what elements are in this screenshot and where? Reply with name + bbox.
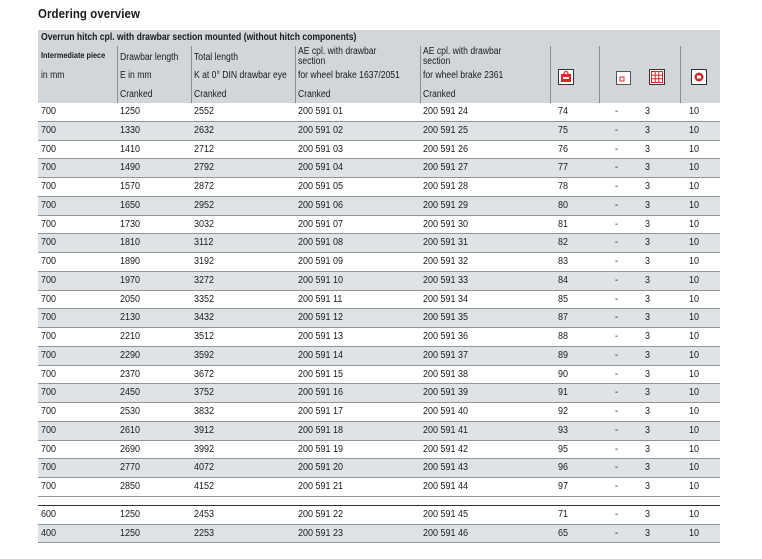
cell-qty-package: 10 xyxy=(689,106,700,117)
cell-qty-box: 3 xyxy=(645,293,651,305)
cell-ae-2361: 200 591 26 xyxy=(423,143,469,155)
cell-ae-1637: 200 591 07 xyxy=(298,218,344,230)
cell-dash: - xyxy=(615,143,619,155)
cell-drawbar-length: 2290 xyxy=(120,349,141,361)
cell-intermediate-piece: 700 xyxy=(41,349,57,361)
cell-total-length: 2632 xyxy=(194,124,215,136)
cell-intermediate-piece: 700 xyxy=(41,312,57,324)
cell-dash: - xyxy=(615,462,619,474)
header-label: Total length xyxy=(194,52,238,63)
header-label: AE cpl. with drawbar xyxy=(298,46,377,57)
cell-ae-1637: 200 591 21 xyxy=(298,481,344,492)
cell-weight: 78 xyxy=(558,181,569,192)
table-row xyxy=(38,253,720,272)
header-cranked: Cranked xyxy=(423,89,456,100)
cell-ae-2361: 200 591 28 xyxy=(423,181,469,192)
cell-ae-1637: 200 591 06 xyxy=(298,199,344,211)
cell-intermediate-piece: 700 xyxy=(41,199,57,211)
cell-qty-box: 3 xyxy=(645,481,651,492)
cell-intermediate-piece: 400 xyxy=(41,527,57,539)
cell-ae-1637: 200 591 22 xyxy=(298,508,344,520)
cell-ae-1637: 200 591 14 xyxy=(298,349,344,361)
cell-ae-1637: 200 591 19 xyxy=(298,443,344,455)
table-caption: Overrun hitch cpl. with drawbar section mounted (without hitch components) xyxy=(41,32,357,43)
cell-ae-2361: 200 591 29 xyxy=(423,199,469,211)
cell-ae-2361: 200 591 41 xyxy=(423,424,469,436)
cell-dash: - xyxy=(615,424,619,436)
cell-ae-2361: 200 591 35 xyxy=(423,312,469,324)
cell-intermediate-piece: 700 xyxy=(41,237,57,249)
cell-intermediate-piece: 700 xyxy=(41,274,57,286)
cell-weight: 92 xyxy=(558,406,569,417)
cell-qty-package: 10 xyxy=(689,162,700,174)
cell-qty-package: 10 xyxy=(689,274,700,286)
cell-ae-1637: 200 591 16 xyxy=(298,387,344,399)
cell-drawbar-length: 1250 xyxy=(120,106,141,117)
cell-dash: - xyxy=(615,508,619,520)
cell-qty-package: 10 xyxy=(689,256,700,267)
header-cranked: Cranked xyxy=(194,89,227,100)
cell-qty-box: 3 xyxy=(645,349,651,361)
cell-intermediate-piece: 600 xyxy=(41,508,57,520)
cell-ae-2361: 200 591 33 xyxy=(423,274,469,286)
cell-intermediate-piece: 700 xyxy=(41,218,57,230)
cell-dash: - xyxy=(615,106,619,117)
header-drawbar-length xyxy=(117,46,191,103)
cell-ae-2361: 200 591 32 xyxy=(423,256,469,267)
cell-ae-1637: 200 591 10 xyxy=(298,274,344,286)
cell-ae-1637: 200 591 13 xyxy=(298,331,344,342)
header-intermediate-piece xyxy=(38,46,117,103)
header-unit: in mm xyxy=(41,70,65,81)
header-label: Drawbar length xyxy=(120,52,179,63)
cell-qty-package: 10 xyxy=(689,237,700,249)
cell-ae-1637: 200 591 05 xyxy=(298,181,344,192)
cell-total-length: 2552 xyxy=(194,106,215,117)
cell-ae-2361: 200 591 27 xyxy=(423,162,469,174)
cell-drawbar-length: 2050 xyxy=(120,293,141,305)
table-body-2 xyxy=(38,506,720,544)
cell-ae-1637: 200 591 18 xyxy=(298,424,344,436)
cell-total-length: 3352 xyxy=(194,293,215,305)
cell-dash: - xyxy=(615,527,619,539)
cell-intermediate-piece: 700 xyxy=(41,162,57,174)
cell-dash: - xyxy=(615,481,619,492)
table-row xyxy=(38,159,720,178)
cell-qty-package: 10 xyxy=(689,387,700,399)
table-row xyxy=(38,384,720,403)
cell-intermediate-piece: 700 xyxy=(41,462,57,474)
cell-total-length: 3992 xyxy=(194,443,215,455)
cell-drawbar-length: 2610 xyxy=(120,424,141,436)
cell-weight: 74 xyxy=(558,106,569,117)
cell-qty-box: 3 xyxy=(645,368,651,380)
cell-drawbar-length: 1970 xyxy=(120,274,141,286)
pallet-grid-icon xyxy=(649,69,665,85)
cell-weight: 91 xyxy=(558,387,569,399)
cell-total-length: 3672 xyxy=(194,368,215,380)
cell-ae-1637: 200 591 09 xyxy=(298,256,344,267)
cell-ae-2361: 200 591 43 xyxy=(423,462,469,474)
cell-qty-box: 3 xyxy=(645,331,651,342)
table-row xyxy=(38,309,720,328)
package-icon xyxy=(691,69,707,85)
cell-total-length: 3032 xyxy=(194,218,215,230)
cell-dash: - xyxy=(615,162,619,174)
cell-weight: 83 xyxy=(558,256,569,267)
cell-qty-package: 10 xyxy=(689,349,700,361)
cell-qty-box: 3 xyxy=(645,462,651,474)
cell-intermediate-piece: 700 xyxy=(41,124,57,136)
cell-qty-box: 3 xyxy=(645,143,651,155)
column-divider xyxy=(680,46,681,103)
cell-intermediate-piece: 700 xyxy=(41,293,57,305)
cell-qty-box: 3 xyxy=(645,162,651,174)
cell-dash: - xyxy=(615,349,619,361)
table-row xyxy=(38,422,720,441)
table-row xyxy=(38,178,720,197)
cell-ae-2361: 200 591 45 xyxy=(423,508,469,520)
cell-drawbar-length: 2690 xyxy=(120,443,141,455)
cell-qty-box: 3 xyxy=(645,274,651,286)
table-row xyxy=(38,103,720,122)
cell-total-length: 4072 xyxy=(194,462,215,474)
cell-weight: 89 xyxy=(558,349,569,361)
cell-qty-box: 3 xyxy=(645,443,651,455)
cell-qty-package: 10 xyxy=(689,527,700,539)
small-box-icon xyxy=(616,71,631,85)
cell-drawbar-length: 1250 xyxy=(120,527,141,539)
cell-drawbar-length: 1570 xyxy=(120,181,141,192)
cell-ae-1637: 200 591 04 xyxy=(298,162,344,174)
cell-ae-2361: 200 591 36 xyxy=(423,331,469,342)
cell-weight: 85 xyxy=(558,293,569,305)
cell-weight: 81 xyxy=(558,218,569,230)
cell-intermediate-piece: 700 xyxy=(41,481,57,492)
table-row xyxy=(38,216,720,235)
cell-qty-package: 10 xyxy=(689,143,700,155)
cell-ae-1637: 200 591 15 xyxy=(298,368,344,380)
header-cranked: Cranked xyxy=(120,89,153,100)
cell-qty-box: 3 xyxy=(645,312,651,324)
cell-total-length: 2712 xyxy=(194,143,215,155)
table-row xyxy=(38,403,720,422)
cell-weight: 88 xyxy=(558,331,569,342)
cell-ae-1637: 200 591 11 xyxy=(298,293,343,305)
cell-weight: 71 xyxy=(558,508,569,520)
cell-drawbar-length: 2210 xyxy=(120,331,141,342)
cell-ae-2361: 200 591 24 xyxy=(423,106,469,117)
cell-qty-box: 3 xyxy=(645,527,651,539)
cell-intermediate-piece: 700 xyxy=(41,106,57,117)
cell-qty-box: 3 xyxy=(645,181,651,192)
cell-qty-box: 3 xyxy=(645,199,651,211)
cell-drawbar-length: 1810 xyxy=(120,237,141,249)
cell-ae-2361: 200 591 39 xyxy=(423,387,469,399)
cell-ae-2361: 200 591 37 xyxy=(423,349,469,361)
cell-weight: 77 xyxy=(558,162,569,174)
cell-drawbar-length: 1250 xyxy=(120,508,141,520)
cell-ae-2361: 200 591 42 xyxy=(423,443,469,455)
column-divider xyxy=(599,46,600,103)
cell-ae-2361: 200 591 46 xyxy=(423,527,469,539)
cell-dash: - xyxy=(615,218,619,230)
table-row xyxy=(38,366,720,385)
cell-drawbar-length: 1410 xyxy=(120,143,141,155)
cell-qty-package: 10 xyxy=(689,424,700,436)
cell-drawbar-length: 2850 xyxy=(120,481,141,492)
cell-qty-box: 3 xyxy=(645,256,651,267)
cell-intermediate-piece: 700 xyxy=(41,424,57,436)
cell-dash: - xyxy=(615,406,619,417)
cell-total-length: 3832 xyxy=(194,406,215,417)
cell-intermediate-piece: 700 xyxy=(41,368,57,380)
table-spacer xyxy=(38,497,720,506)
cell-dash: - xyxy=(615,293,619,305)
cell-drawbar-length: 2530 xyxy=(120,406,141,417)
cell-ae-2361: 200 591 44 xyxy=(423,481,469,492)
page-title: Ordering overview xyxy=(38,6,140,21)
cell-qty-box: 3 xyxy=(645,387,651,399)
cell-dash: - xyxy=(615,312,619,324)
cell-dash: - xyxy=(615,181,619,192)
cell-weight: 76 xyxy=(558,143,569,155)
cell-qty-package: 10 xyxy=(689,443,700,455)
cell-qty-package: 10 xyxy=(689,218,700,230)
header-total-length xyxy=(191,46,295,103)
cell-weight: 65 xyxy=(558,527,569,539)
cell-qty-package: 10 xyxy=(689,331,700,342)
cell-dash: - xyxy=(615,387,619,399)
header-cranked: Cranked xyxy=(298,89,331,100)
table-row xyxy=(38,291,720,310)
cell-intermediate-piece: 700 xyxy=(41,143,57,155)
cell-total-length: 2872 xyxy=(194,181,215,192)
header-label-2: section xyxy=(298,56,326,67)
header-brake: for wheel brake 1637/2051 xyxy=(298,70,400,81)
table-row xyxy=(38,197,720,216)
cell-total-length: 2253 xyxy=(194,527,215,539)
cell-ae-2361: 200 591 40 xyxy=(423,406,469,417)
header-unit: E in mm xyxy=(120,70,152,81)
table-row xyxy=(38,441,720,460)
cell-qty-package: 10 xyxy=(689,312,700,324)
table-row xyxy=(38,141,720,160)
cell-ae-1637: 200 591 03 xyxy=(298,143,344,155)
cell-dash: - xyxy=(615,368,619,380)
cell-intermediate-piece: 700 xyxy=(41,256,57,267)
cell-qty-package: 10 xyxy=(689,481,700,492)
cell-total-length: 3912 xyxy=(194,424,215,436)
cell-qty-box: 3 xyxy=(645,508,651,520)
cell-intermediate-piece: 700 xyxy=(41,387,57,399)
table-row xyxy=(38,478,720,497)
cell-qty-package: 10 xyxy=(689,406,700,417)
cell-ae-1637: 200 591 08 xyxy=(298,237,344,249)
header-label: AE cpl. with drawbar xyxy=(423,46,502,57)
cell-intermediate-piece: 700 xyxy=(41,443,57,455)
cell-drawbar-length: 1730 xyxy=(120,218,141,230)
cell-qty-package: 10 xyxy=(689,124,700,136)
cell-dash: - xyxy=(615,274,619,286)
column-divider xyxy=(550,46,551,103)
cell-intermediate-piece: 700 xyxy=(41,406,57,417)
cell-dash: - xyxy=(615,124,619,136)
cell-total-length: 3752 xyxy=(194,387,215,399)
cell-total-length: 2792 xyxy=(194,162,215,174)
table-row xyxy=(38,122,720,141)
cell-total-length: 3192 xyxy=(194,256,215,267)
cell-total-length: 3432 xyxy=(194,312,215,324)
cell-ae-1637: 200 591 17 xyxy=(298,406,344,417)
cell-intermediate-piece: 700 xyxy=(41,331,57,342)
cell-weight: 80 xyxy=(558,199,569,211)
cell-drawbar-length: 2450 xyxy=(120,387,141,399)
cell-total-length: 3272 xyxy=(194,274,215,286)
cell-drawbar-length: 1490 xyxy=(120,162,141,174)
header-ae-1637 xyxy=(295,46,420,103)
table-row xyxy=(38,328,720,347)
cell-weight: 87 xyxy=(558,312,569,324)
cell-weight: 95 xyxy=(558,443,569,455)
cell-qty-box: 3 xyxy=(645,406,651,417)
cell-qty-package: 10 xyxy=(689,199,700,211)
table-row xyxy=(38,525,720,544)
header-ae-2361 xyxy=(420,46,550,103)
cell-weight: 75 xyxy=(558,124,569,136)
cell-total-length: 2453 xyxy=(194,508,215,520)
header-brake: for wheel brake 2361 xyxy=(423,70,504,81)
cell-qty-box: 3 xyxy=(645,218,651,230)
cell-ae-2361: 200 591 25 xyxy=(423,124,469,136)
cell-weight: 82 xyxy=(558,237,569,249)
cell-weight: 90 xyxy=(558,368,569,380)
cell-ae-1637: 200 591 23 xyxy=(298,527,344,539)
cell-ae-1637: 200 591 01 xyxy=(298,106,344,117)
cell-ae-2361: 200 591 38 xyxy=(423,368,469,380)
cell-qty-box: 3 xyxy=(645,124,651,136)
cell-intermediate-piece: 700 xyxy=(41,181,57,192)
cell-ae-2361: 200 591 34 xyxy=(423,293,469,305)
cell-ae-1637: 200 591 20 xyxy=(298,462,344,474)
table-row xyxy=(38,272,720,291)
cell-drawbar-length: 1330 xyxy=(120,124,141,136)
cell-drawbar-length: 1650 xyxy=(120,199,141,211)
cell-qty-package: 10 xyxy=(689,462,700,474)
cell-total-length: 3112 xyxy=(194,237,214,249)
cell-ae-2361: 200 591 31 xyxy=(423,237,469,249)
table-row xyxy=(38,347,720,366)
cell-ae-1637: 200 591 02 xyxy=(298,124,344,136)
table-row xyxy=(38,459,720,478)
ordering-table xyxy=(38,30,720,543)
table-row xyxy=(38,234,720,253)
cell-dash: - xyxy=(615,237,619,249)
cell-qty-box: 3 xyxy=(645,106,651,117)
table-header xyxy=(38,30,720,103)
cell-dash: - xyxy=(615,199,619,211)
table-row xyxy=(38,506,720,525)
cell-qty-package: 10 xyxy=(689,293,700,305)
table-body xyxy=(38,103,720,497)
header-unit: K at 0° DIN drawbar eye xyxy=(194,70,287,81)
cell-qty-box: 3 xyxy=(645,424,651,436)
cell-qty-package: 10 xyxy=(689,508,700,520)
header-label: Intermediate piece xyxy=(41,50,106,60)
cell-weight: 84 xyxy=(558,274,569,286)
cell-total-length: 2952 xyxy=(194,199,215,211)
cell-total-length: 3592 xyxy=(194,349,215,361)
cell-weight: 96 xyxy=(558,462,569,474)
cell-qty-package: 10 xyxy=(689,368,700,380)
cell-weight: 97 xyxy=(558,481,569,492)
cell-dash: - xyxy=(615,256,619,267)
cell-qty-box: 3 xyxy=(645,237,651,249)
cell-dash: - xyxy=(615,443,619,455)
weight-icon xyxy=(558,69,574,85)
cell-ae-2361: 200 591 30 xyxy=(423,218,469,230)
cell-weight: 93 xyxy=(558,424,569,436)
cell-ae-1637: 200 591 12 xyxy=(298,312,344,324)
cell-drawbar-length: 2770 xyxy=(120,462,141,474)
cell-total-length: 3512 xyxy=(194,331,215,342)
cell-drawbar-length: 2130 xyxy=(120,312,141,324)
header-label-2: section xyxy=(423,56,451,67)
cell-qty-package: 10 xyxy=(689,181,700,192)
cell-total-length: 4152 xyxy=(194,481,215,492)
cell-dash: - xyxy=(615,331,619,342)
cell-drawbar-length: 1890 xyxy=(120,256,141,267)
cell-drawbar-length: 2370 xyxy=(120,368,141,380)
